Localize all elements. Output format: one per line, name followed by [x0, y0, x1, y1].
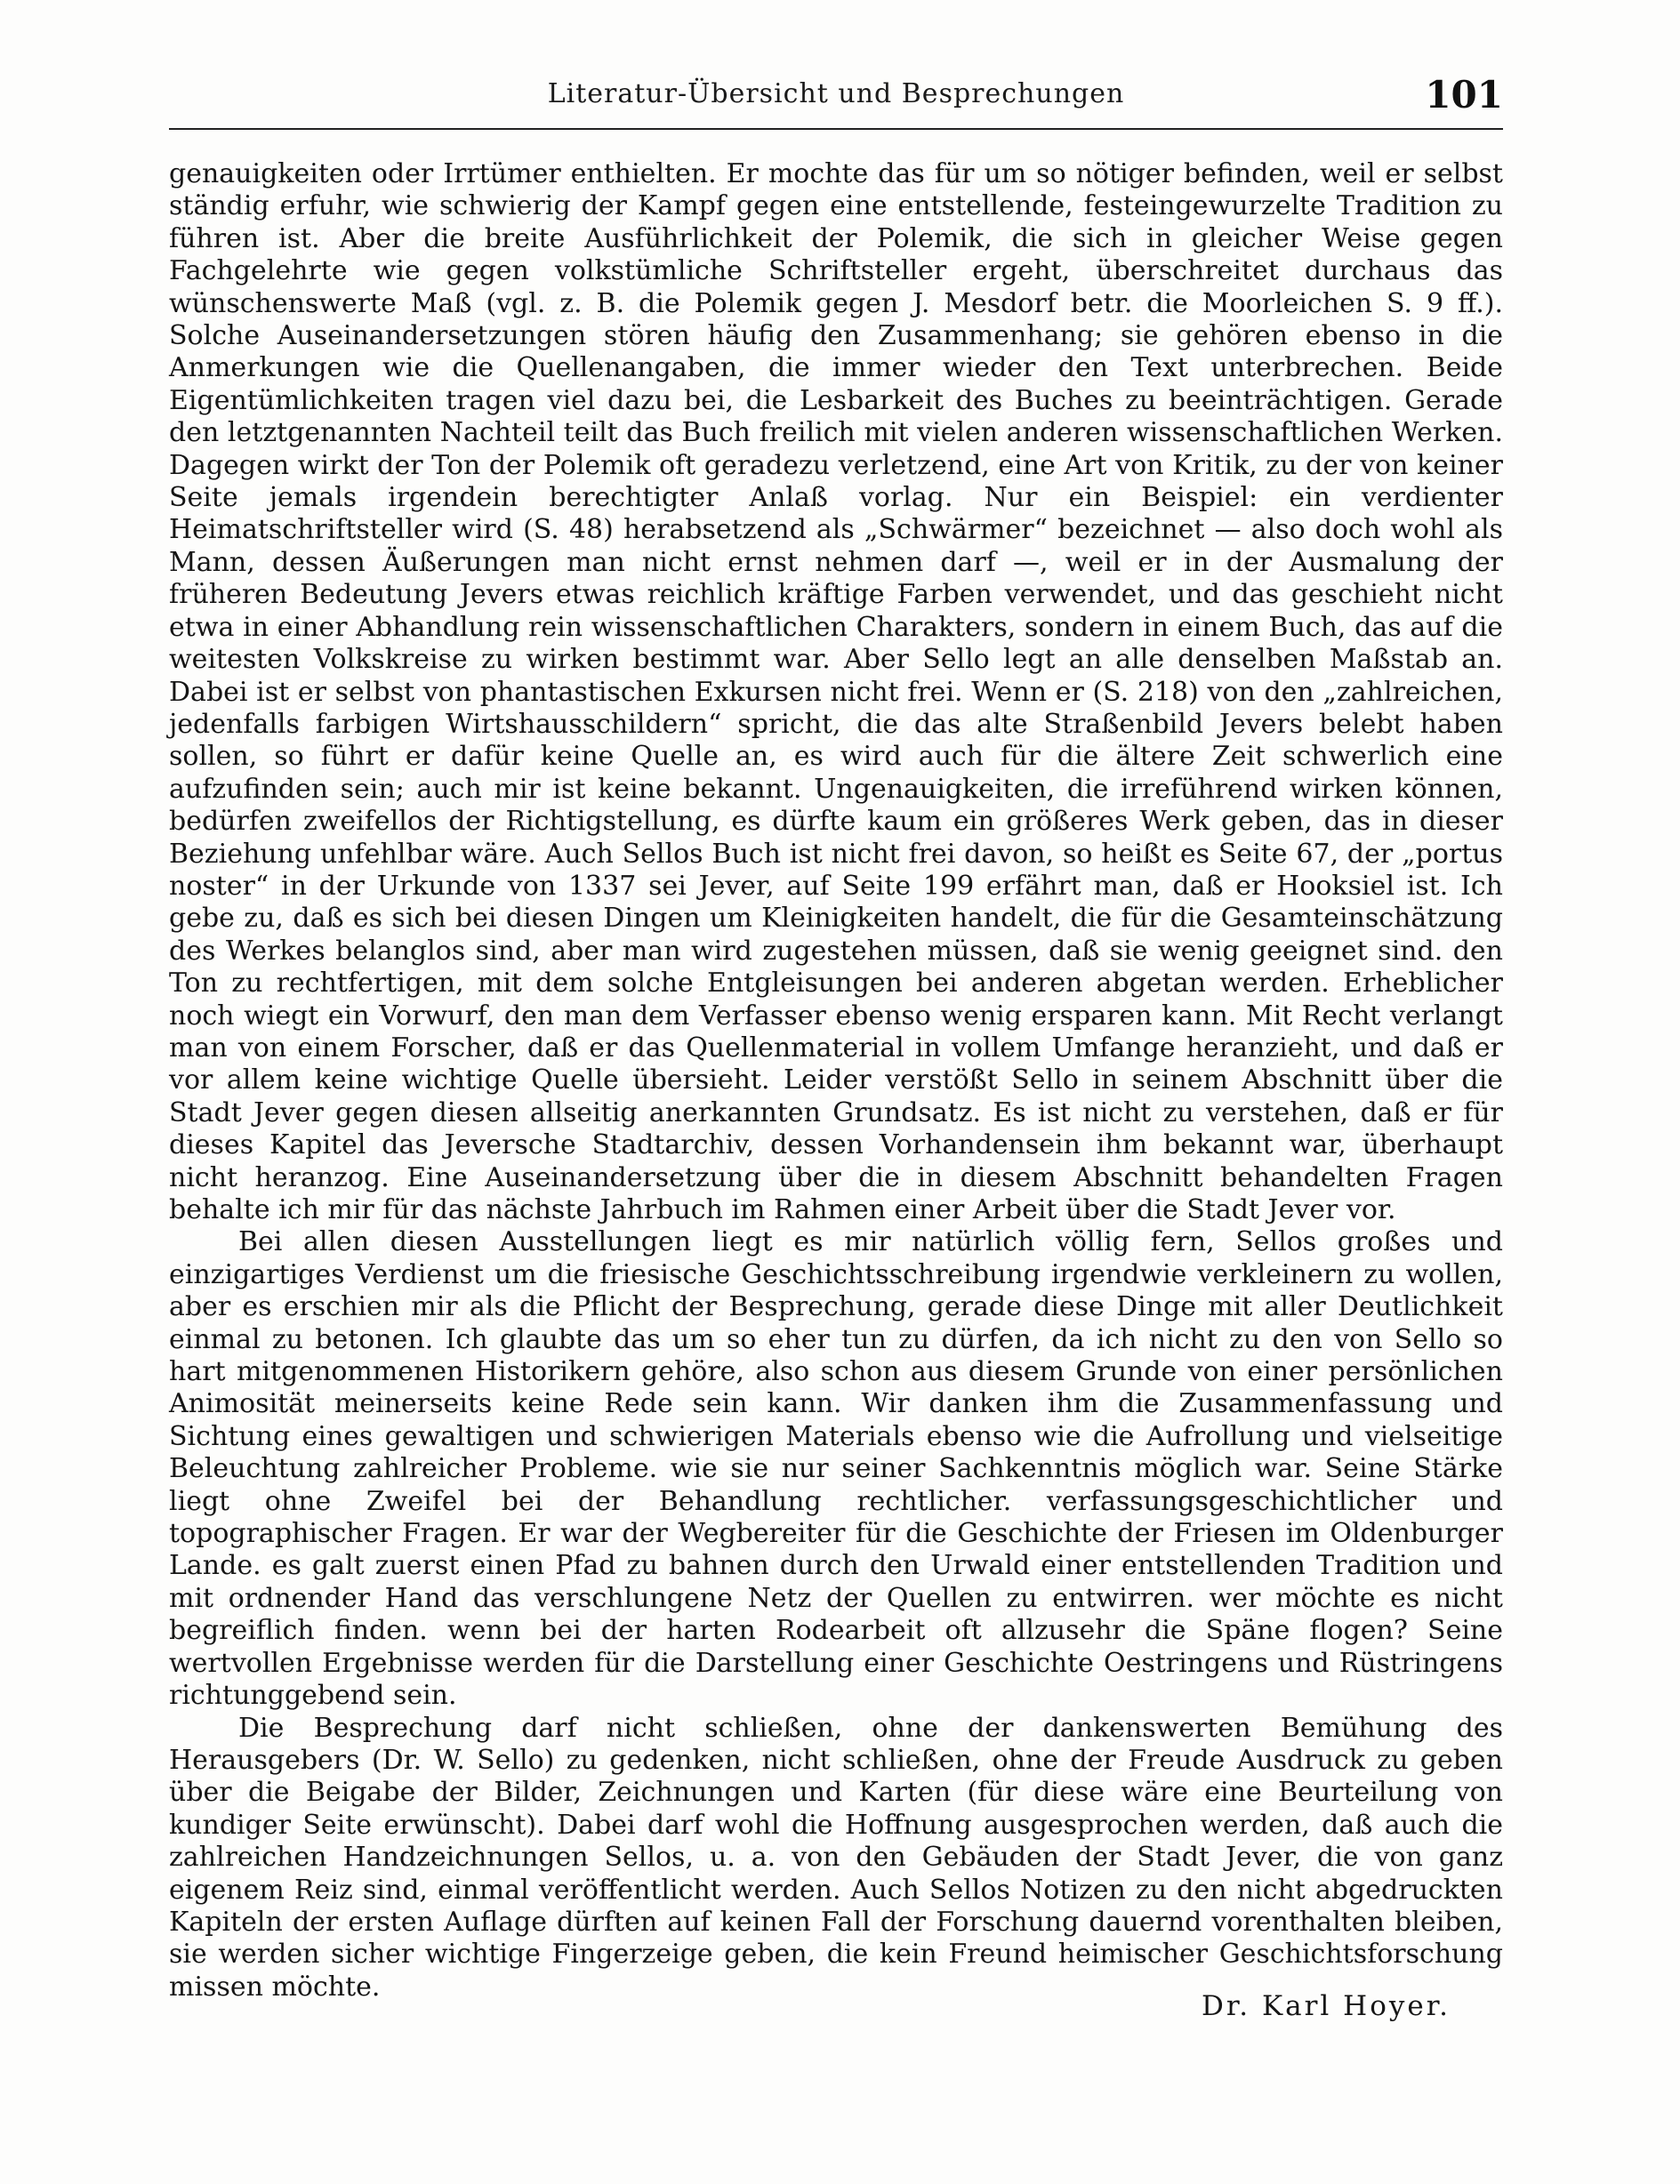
page-header: [169, 69, 1503, 130]
page-number: 101: [1425, 73, 1503, 116]
author-signature: Dr. Karl Hoyer.: [1201, 1990, 1451, 2022]
paragraph-2: Bei allen diesen Ausstellungen liegt es mir natürlich völlig fern, Sellos großes und einzigartiges Verdienst um die friesische Geschichtsschreibung irgendwie verkleinern zu wollen, aber es erschien mir als die Pflicht der Besprechung, gerade diese Dinge mit aller Deutlichkeit einmal zu betonen. Ich glaubte das um so eher tun zu dürfen, da ich nicht zu den von Sello so hart mitgenommenen Historikern gehöre, also schon aus diesem Grunde von einer persönlichen Animosität meinerseits keine Rede sein kann. Wir danken ihm die Zusammenfassung und Sichtung eines gewaltigen und schwierigen Materials ebenso wie die Aufrollung und vielseitige Beleuchtung zahlreicher Probleme. wie sie nur seiner Sachkenntnis möglich war. Seine Stärke liegt ohne Zweifel bei der Behandlung rechtlicher. verfassungsgeschichtlicher und topographischer Fragen. Er war der Wegbereiter für die Geschichte der Friesen im Oldenburger Lande. es galt zuerst einen Pfad zu bahnen durch den Urwald einer entstellenden Tradition und mit ordnender Hand das verschlungene Netz der Quellen zu entwirren. wer möchte es nicht begreiflich finden. wenn bei der harten Rodearbeit oft allzusehr die Späne flogen? Seine wertvollen Ergebnisse werden für die Darstellung einer Geschichte Oestringens und Rüstringens richtunggebend sein.: [169, 1226, 1503, 1712]
article-body: [169, 158, 1503, 2003]
paragraph-3: Die Besprechung darf nicht schließen, ohne der dankenswerten Bemühung des Herausgebers (Dr. W. Sello) zu gedenken, nicht schließen, ohne der Freude Ausdruck zu geben über die Beigabe der Bilder, Zeichnungen und Karten (für diese wäre eine Beurteilung von kundiger Seite erwünscht). Dabei darf wohl die Hoffnung ausgesprochen werden, daß auch die zahlreichen Handzeichnungen Sellos, u. a. von den Gebäuden der Stadt Jever, die von ganz eigenem Reiz sind, einmal veröffentlicht werden. Auch Sellos Notizen zu den nicht abgedruckten Kapiteln der ersten Auflage dürften auf keinen Fall der Forschung dauernd vorenthalten bleiben, sie werden sicher wichtige Fingerzeige geben, die kein Freund heimischer Geschichtsforschung missen möchte.: [169, 1712, 1503, 2003]
running-title: Literatur-Übersicht und Besprechungen: [547, 78, 1125, 109]
paragraph-1: genauigkeiten oder Irrtümer enthielten. Er mochte das für um so nötiger befinden, weil er selbst ständig erfuhr, wie schwierig der Kampf gegen eine entstellende, festeingewurzelte Tradition zu führen ist. Aber die breite Ausführlichkeit der Polemik, die sich in gleicher Weise gegen Fachgelehrte wie gegen volkstümliche Schriftsteller ergeht, überschreitet durchaus das wünschenswerte Maß (vgl. z. B. die Polemik gegen J. Mesdorf betr. die Moorleichen S. 9 ff.). Solche Auseinandersetzungen stören häufig den Zusammenhang; sie gehören ebenso in die Anmerkungen wie die Quellenangaben, die immer wieder den Text unterbrechen. Beide Eigentümlichkeiten tragen viel dazu bei, die Lesbarkeit des Buches zu beeinträchtigen. Gerade den letztgenannten Nachteil teilt das Buch freilich mit vielen anderen wissenschaftlichen Werken. Dagegen wirkt der Ton der Polemik oft geradezu verletzend, eine Art von Kritik, zu der von keiner Seite jemals irgendein berechtigter Anlaß vorlag. Nur ein Beispiel: ein verdienter Heimatschriftsteller wird (S. 48) herabsetzend als „Schwärmer“ bezeichnet — also doch wohl als Mann, dessen Äußerungen man nicht ernst nehmen darf —, weil er in der Ausmalung der früheren Bedeutung Jevers etwas reichlich kräftige Farben verwendet, und das geschieht nicht etwa in einer Abhandlung rein wissenschaftlichen Charakters, sondern in einem Buch, das auf die weitesten Volkskreise zu wirken bestimmt war. Aber Sello legt an alle denselben Maßstab an. Dabei ist er selbst von phantastischen Exkursen nicht frei. Wenn er (S. 218) von den „zahlreichen, jedenfalls farbigen Wirtshausschildern“ spricht, die das alte Straßenbild Jevers belebt haben sollen, so führt er dafür keine Quelle an, es wird auch für die ältere Zeit schwerlich eine aufzufinden sein; auch mir ist keine bekannt. Ungenauigkeiten, die irreführend wirken können, bedürfen zweifellos der Richtigstellung, es dürfte kaum ein größeres Werk geben, das in dieser Beziehung unfehlbar wäre. Auch Sellos Buch ist nicht frei davon, so heißt es Seite 67, der „portus noster“ in der Urkunde von 1337 sei Jever, auf Seite 199 erfährt man, daß er Hooksiel ist. Ich gebe zu, daß es sich bei diesen Dingen um Kleinigkeiten handelt, die für die Gesamteinschätzung des Werkes belanglos sind, aber man wird zugestehen müssen, daß sie wenig geeignet sind. den Ton zu rechtfertigen, mit dem solche Entgleisungen bei anderen abgetan werden. Erheblicher noch wiegt ein Vorwurf, den man dem Verfasser ebenso wenig ersparen kann. Mit Recht verlangt man von einem Forscher, daß er das Quellenmaterial in vollem Umfange heranzieht, und daß er vor allem keine wichtige Quelle übersieht. Leider verstößt Sello in seinem Abschnitt über die Stadt Jever gegen diesen allseitig anerkannten Grundsatz. Es ist nicht zu verstehen, daß er für dieses Kapitel das Jeversche Stadtarchiv, dessen Vorhandensein ihm bekannt war, überhaupt nicht heranzog. Eine Auseinandersetzung über die in diesem Abschnitt behandelten Fragen behalte ich mir für das nächste Jahrbuch im Rahmen einer Arbeit über die Stadt Jever vor.: [169, 158, 1503, 1225]
